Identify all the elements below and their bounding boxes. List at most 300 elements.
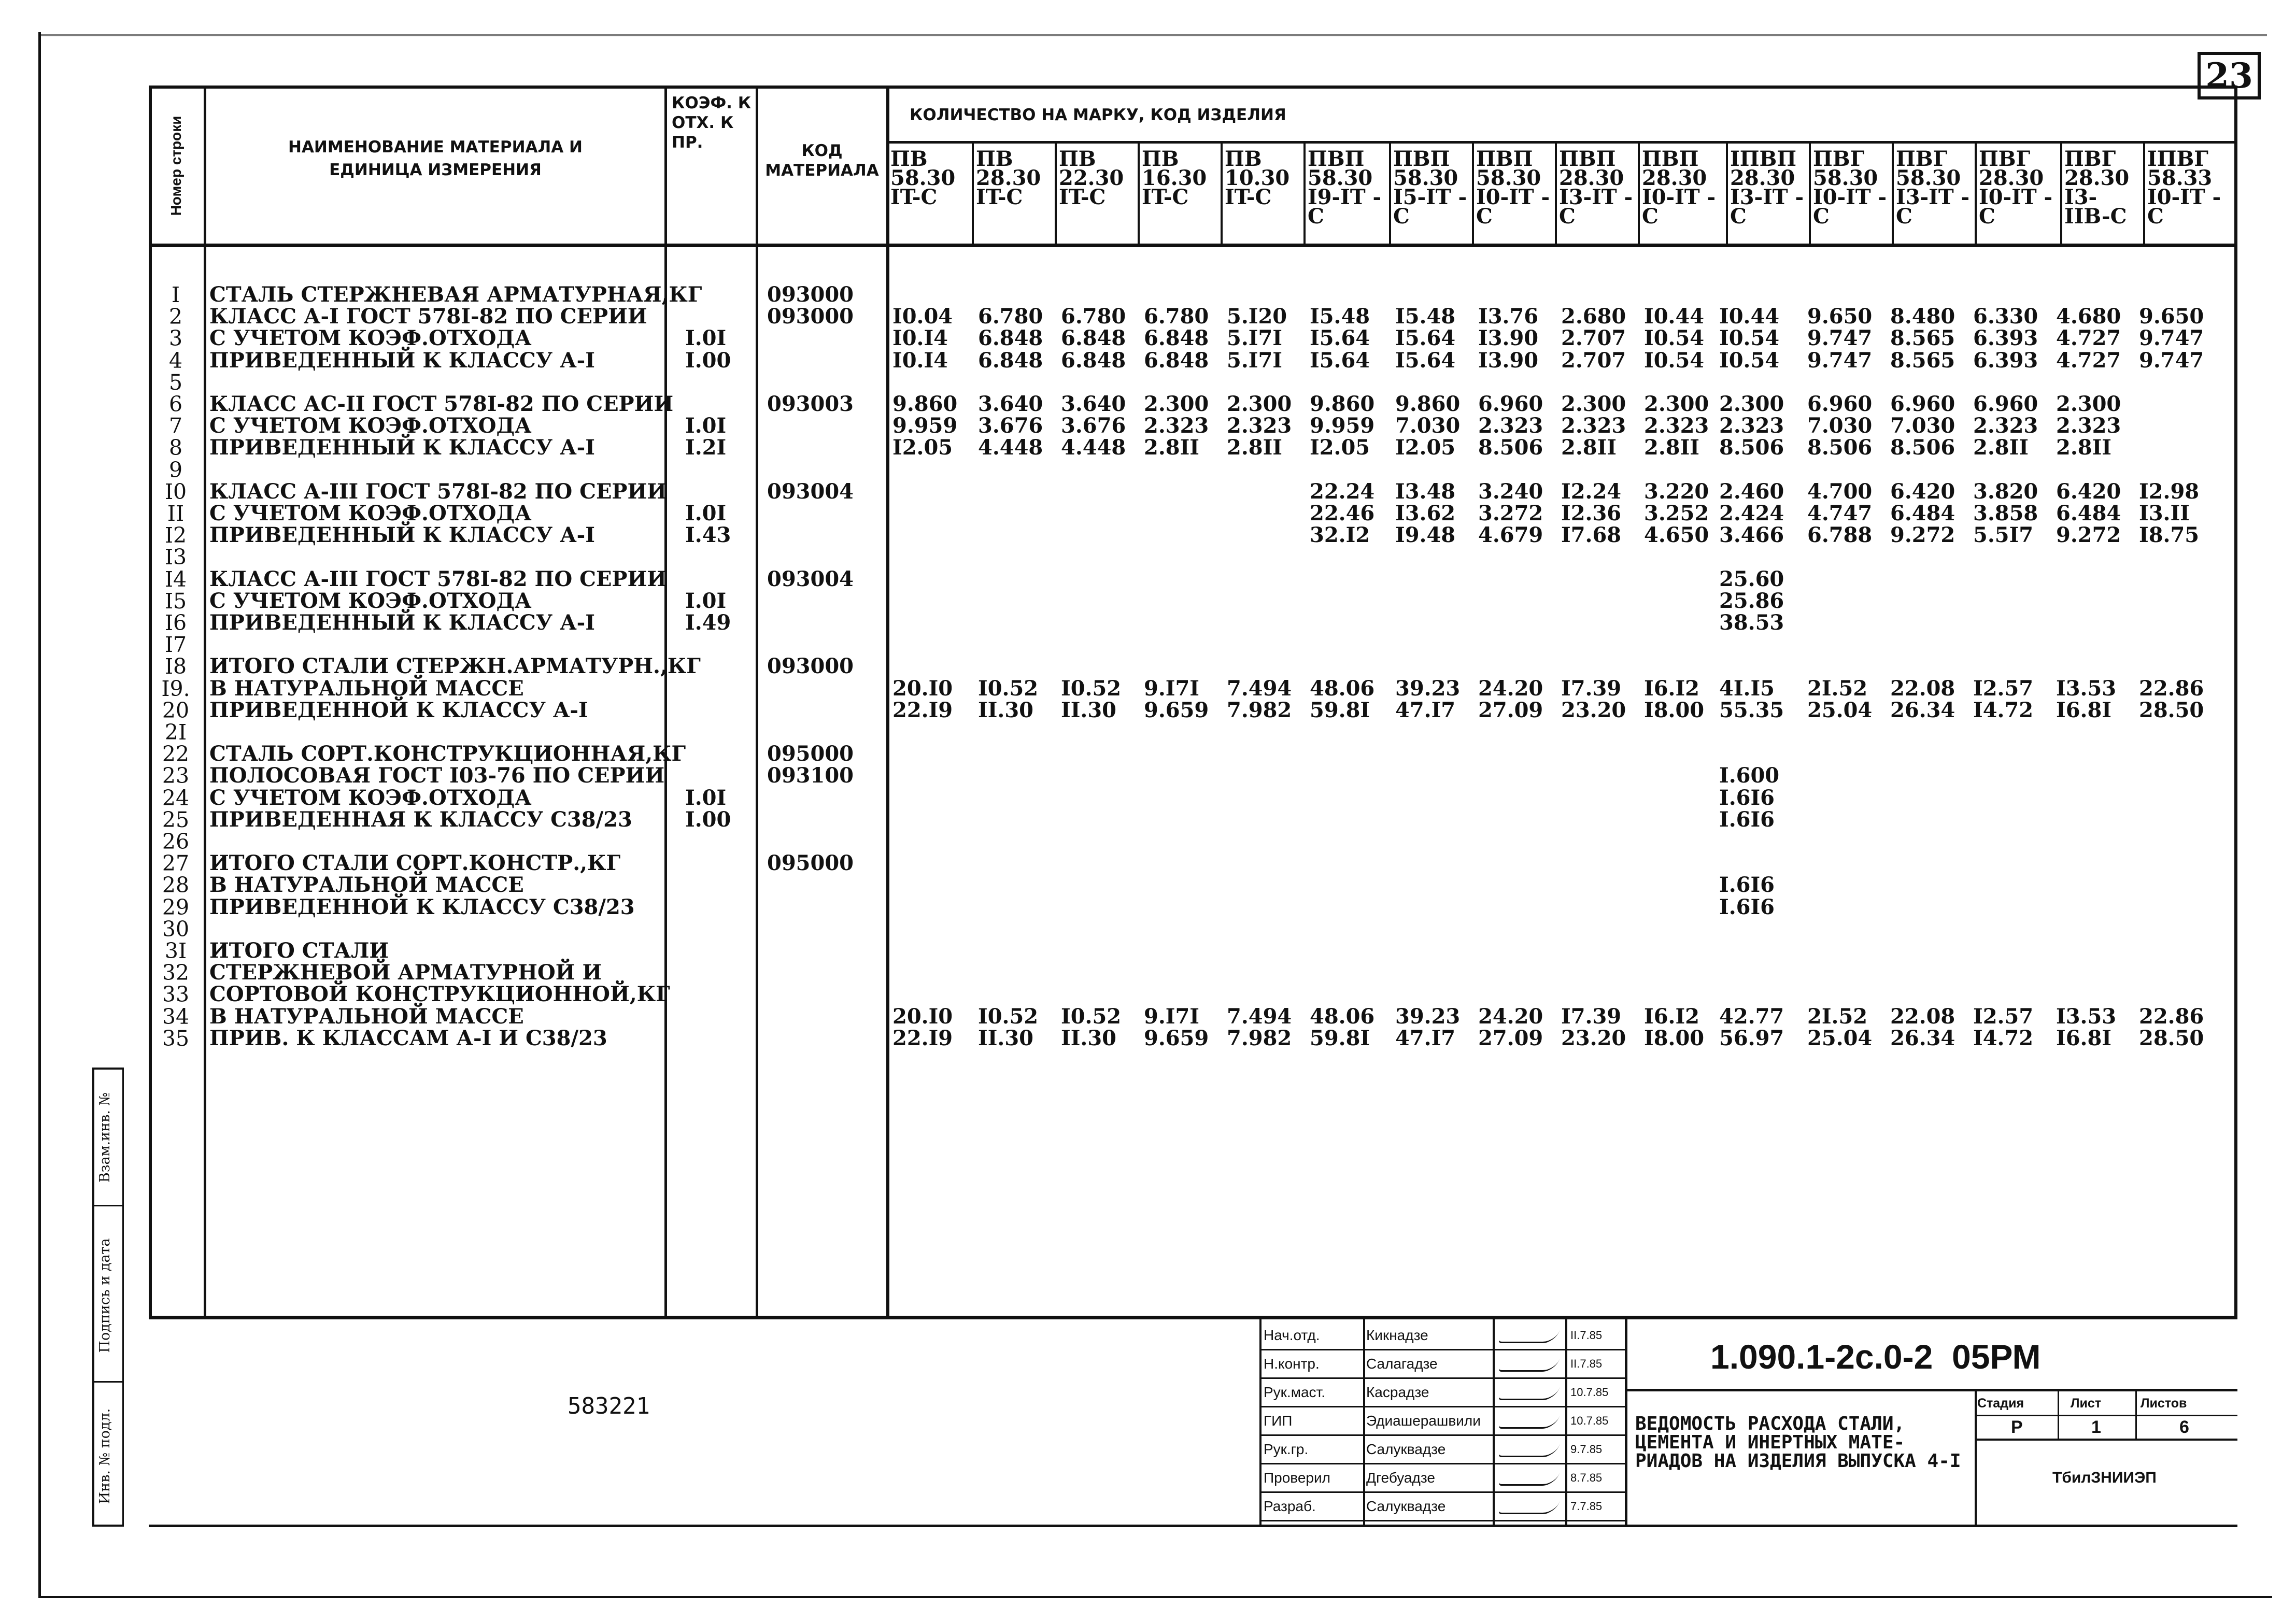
quantity-cell: 28.50 [2139, 698, 2204, 722]
quantity-cell: 9.659 [1144, 1026, 1209, 1050]
mark-header: ПВ 16.30 IT-C [1142, 147, 1207, 209]
row-number: 20 [162, 698, 190, 723]
quantity-cell: 2.680 [1561, 304, 1626, 329]
staff-date: 10.7.85 [1570, 1414, 1609, 1427]
quantity-cell: 8.506 [1719, 435, 1784, 460]
material-name-header: НАИМЕНОВАНИЕ МАТЕРИАЛА И ЕДИНИЦА ИЗМЕРЕНИЯ [288, 138, 583, 179]
quantity-cell: 9.272 [2056, 523, 2121, 548]
staff-line [1259, 1349, 1625, 1350]
quantity-cell: 2.424 [1719, 501, 1784, 525]
quantity-cell: 26.34 [1890, 698, 1955, 722]
quantity-cell: 4.700 [1807, 479, 1873, 504]
material-name: ПРИВЕДЕННЫЙ К КЛАССУ А-I [209, 610, 595, 635]
material-code: 093004 [767, 479, 854, 504]
quantity-cell: I2.98 [2139, 479, 2200, 504]
tb-line [1363, 1319, 1365, 1527]
tb-line [1493, 1319, 1495, 1527]
staff-name: Эдиашерашвили [1366, 1413, 1481, 1429]
quantity-cell: 2.707 [1561, 348, 1626, 373]
quantity-cell: 22.I9 [892, 1026, 953, 1050]
sheets-label: Листов [2141, 1396, 2187, 1411]
quantity-cell: 2.300 [1227, 392, 1292, 416]
staff-date: 9.7.85 [1570, 1443, 1603, 1456]
quantity-cell: 6.960 [1973, 392, 2038, 416]
material-name: ИТОГО СТАЛИ СОРТ.КОНСТР.,КГ [209, 851, 621, 876]
quantity-cell: 6.848 [978, 348, 1043, 373]
quantity-cell: 38.53 [1719, 610, 1784, 635]
quantity-cell: 42.77 [1719, 1004, 1784, 1029]
frame-left [38, 32, 41, 1597]
quantity-cell: I0.54 [1719, 348, 1780, 373]
row-number: 2I [164, 720, 187, 745]
quantity-cell: I6.I2 [1644, 1004, 1700, 1029]
quantity-cell: 4I.I5 [1719, 676, 1775, 701]
side-label-signature: Подпись и дата [97, 1238, 113, 1353]
quantity-cell: 28.50 [2139, 1026, 2204, 1050]
quantity-cell: 9.860 [892, 392, 958, 416]
row-number: I4 [164, 566, 187, 592]
row-number: I3 [164, 545, 187, 570]
mark-col-line [886, 144, 888, 247]
quantity-cell: I5.48 [1395, 304, 1456, 329]
row-number: II [167, 501, 185, 526]
quantity-cell: 2.8II [1227, 435, 1283, 460]
staff-line [1259, 1406, 1625, 1407]
quantity-cell: 2.8II [1561, 435, 1617, 460]
quantity-cell: 2.300 [1644, 392, 1709, 416]
quantity-cell: 59.8I [1310, 1026, 1370, 1050]
quantity-cell: 22.24 [1310, 479, 1375, 504]
quantity-cell: I0.54 [1719, 326, 1780, 351]
sheet-label: Лист [2071, 1396, 2102, 1411]
quantity-cell: I5.64 [1395, 326, 1456, 351]
quantity-cell: 9.I7I [1144, 1004, 1200, 1029]
quantity-cell: I0.I4 [892, 348, 948, 373]
quantity-cell: I0.54 [1644, 348, 1705, 373]
material-code: 095000 [767, 851, 854, 876]
material-name: ПРИВЕДЕННАЯ К КЛАССУ С38/23 [209, 807, 632, 832]
material-code: 093004 [767, 566, 854, 591]
material-name: В НАТУРАЛЬНОЙ МАССЕ [209, 873, 524, 898]
material-code: 093000 [767, 282, 854, 307]
quantity-cell: 5.I7I [1227, 326, 1283, 351]
staff-role: ГИП [1264, 1413, 1293, 1429]
row-number: 8 [168, 435, 183, 461]
quantity-cell: I.6I6 [1719, 873, 1775, 898]
mark-col-line [1555, 144, 1557, 247]
material-code: 093000 [767, 304, 854, 329]
stage-value: Р [2011, 1417, 2023, 1437]
signature [1498, 1330, 1560, 1343]
col-line [886, 86, 889, 1319]
quantity-cell: I4.72 [1973, 1026, 2034, 1050]
row-number: 35 [162, 1026, 190, 1051]
quantity-cell: II.30 [978, 1026, 1034, 1050]
quantity-cell: 3.252 [1644, 501, 1709, 525]
quantity-cell: I0.52 [1061, 676, 1122, 701]
row-number: 23 [162, 763, 190, 789]
staff-line [1259, 1463, 1625, 1464]
quantity-cell: 6.330 [1973, 304, 2038, 329]
quantity-cell: 2.323 [2056, 414, 2121, 438]
material-name: КЛАСС А-I ГОСТ 578I-82 ПО СЕРИИ [209, 304, 647, 329]
col-line [756, 86, 758, 1319]
quantity-cell: 2.323 [1478, 414, 1543, 438]
mark-header: ПВП 28.30 I3-IT -C [1559, 147, 1633, 229]
row-number: 26 [162, 829, 190, 854]
quantity-cell: 9.I7I [1144, 676, 1200, 701]
material-name: КЛАСС АС-II ГОСТ 578I-82 ПО СЕРИИ [209, 392, 674, 416]
quantity-cell: 2.300 [2056, 392, 2121, 416]
quantity-cell: 9.747 [2139, 348, 2204, 373]
side-label-replace: Взам.инв. № [97, 1092, 113, 1183]
signature [1498, 1359, 1560, 1372]
quantity-cell: 4.448 [1061, 435, 1126, 460]
material-name: ИТОГО СТАЛИ СТЕРЖН.АРМАТУРН.,КГ [209, 654, 701, 679]
material-name: С УЧЕТОМ КОЭФ.ОТХОДА [209, 326, 532, 351]
quantity-cell: I5.64 [1310, 348, 1370, 373]
material-code: 093000 [767, 654, 854, 679]
quantity-cell: I2.36 [1561, 501, 1622, 525]
mark-col-line [1138, 144, 1140, 247]
mark-col-line [972, 144, 974, 247]
quantity-cell: 6.420 [1890, 479, 1955, 504]
row-number: I [171, 282, 180, 307]
quantity-cell: I2.57 [1973, 1004, 2034, 1029]
quantity-cell: 2.8II [1644, 435, 1700, 460]
document-title: ВЕДОМОСТЬ РАСХОДА СТАЛИ, ЦЕМЕНТА И ИНЕРТНЫХ МАТЕ- РИАДОВ НА ИЗДЕЛИЯ ВЫПУСКА 4-I [1635, 1413, 1961, 1472]
quantity-cell: 25.60 [1719, 566, 1784, 591]
row-number: 25 [162, 807, 190, 832]
staff-role: Н.контр. [1264, 1356, 1320, 1372]
coef-value: I.2I [685, 435, 727, 460]
quantity-cell: 5.I7I [1227, 348, 1283, 373]
quantity-cell: I5.48 [1310, 304, 1370, 329]
row-number: 5 [168, 369, 183, 395]
quantity-cell: 2.323 [1227, 414, 1292, 438]
quantity-cell: I.600 [1719, 763, 1780, 788]
quantity-cell: 48.06 [1310, 676, 1375, 701]
coef-value: I.00 [685, 348, 731, 373]
titleblock-top-line [149, 1316, 2237, 1319]
mark-header: IПВП 28.30 I3-IT -C [1730, 147, 1804, 229]
mark-header: ПВГ 28.30 I3- IIB-C [2064, 147, 2130, 229]
quantity-cell: I0.52 [1061, 1004, 1122, 1029]
material-name: ПРИВЕДЕННОЙ К КЛАССУ С38/23 [209, 894, 635, 919]
mark-header: ПВ 22.30 IT-C [1059, 147, 1124, 209]
quantity-cell: 3.820 [1973, 479, 2038, 504]
quantity-cell: II.30 [1061, 698, 1117, 722]
quantity-cell: I3.48 [1395, 479, 1456, 504]
quantity-cell: 4.727 [2056, 348, 2121, 373]
quantity-cell: 8.506 [1478, 435, 1543, 460]
quantity-cell: I2.57 [1973, 676, 2034, 701]
quantity-cell: 9.959 [1310, 414, 1375, 438]
quantity-cell: 22.08 [1890, 676, 1955, 701]
quantity-cell: I5.64 [1310, 326, 1370, 351]
staff-line [1259, 1491, 1625, 1493]
quantity-cell: 8.506 [1807, 435, 1873, 460]
staff-role: Проверил [1264, 1470, 1330, 1486]
row-number: 27 [162, 851, 190, 876]
frame-top [38, 34, 2267, 36]
quantity-cell: 6.484 [1890, 501, 1955, 525]
quantity-cell: 7.030 [1890, 414, 1955, 438]
staff-role: Нач.отд. [1264, 1327, 1320, 1343]
quantity-cell: I7.39 [1561, 1004, 1622, 1029]
quantity-cell: 4.680 [2056, 304, 2121, 329]
quantity-cell: 25.04 [1807, 698, 1873, 722]
quantity-cell: 25.86 [1719, 588, 1784, 613]
quantity-cell: 3.676 [1061, 414, 1126, 438]
quantity-cell: 6.848 [978, 326, 1043, 351]
staff-date: 7.7.85 [1570, 1500, 1603, 1513]
quantity-cell: I3.II [2139, 501, 2190, 525]
coef-value: I.0I [685, 414, 727, 438]
material-code-header: КОД МАТЕРИАЛА [765, 141, 879, 180]
staff-name: Салуквадзе [1366, 1498, 1446, 1514]
quantity-cell: I7.39 [1561, 676, 1622, 701]
mark-header: ПВП 58.30 I0-IT -C [1476, 147, 1550, 229]
quantity-cell: I6.8I [2056, 698, 2112, 722]
row-number: 32 [162, 960, 190, 986]
quantity-cell: I2.05 [892, 435, 953, 460]
quantity-cell: 27.09 [1478, 1026, 1543, 1050]
mark-col-line [1975, 144, 1977, 247]
frame-bottom [38, 1596, 2272, 1598]
material-name: ПРИВЕДЕННЫЙ К КЛАССУ А-I [209, 523, 595, 548]
quantity-cell: 25.04 [1807, 1026, 1873, 1050]
staff-name: Салуквадзе [1366, 1441, 1446, 1457]
mark-col-line [1809, 144, 1811, 247]
quantity-cell: 7.494 [1227, 1004, 1292, 1029]
mark-header: ПВП 58.30 I9-IT -C [1308, 147, 1382, 229]
quantity-cell: 7.494 [1227, 676, 1292, 701]
quantity-cell: 9.650 [2139, 304, 2204, 329]
mark-col-line [1221, 144, 1223, 247]
quantity-cell: I5.64 [1395, 348, 1456, 373]
mark-col-line [1638, 144, 1640, 247]
staff-role: Разраб. [1264, 1498, 1316, 1514]
mark-col-line [1303, 144, 1306, 247]
mark-col-line [1892, 144, 1894, 247]
quantity-cell: 56.97 [1719, 1026, 1784, 1050]
row-number: 30 [162, 916, 190, 942]
tb-line [2058, 1389, 2059, 1440]
material-name: КЛАСС А-III ГОСТ 578I-82 ПО СЕРИИ [209, 479, 667, 504]
signature [1498, 1416, 1560, 1429]
quantity-cell: 39.23 [1395, 1004, 1461, 1029]
row-number: 7 [168, 414, 183, 439]
quantity-cell: I3.53 [2056, 1004, 2117, 1029]
quantity-cell: 23.20 [1561, 698, 1626, 722]
quantity-cell: 4.747 [1807, 501, 1873, 525]
coef-value: I.49 [685, 610, 731, 635]
quantity-cell: I2.24 [1561, 479, 1622, 504]
quantity-cell: I3.76 [1478, 304, 1539, 329]
quantity-cell: 7.030 [1395, 414, 1461, 438]
quantity-cell: 9.650 [1807, 304, 1873, 329]
quantity-cell: 6.848 [1144, 348, 1209, 373]
mark-header: ПВГ 28.30 I0-IT -C [1979, 147, 2053, 229]
tb-line [2135, 1389, 2137, 1440]
quantity-cell: 39.23 [1395, 676, 1461, 701]
quantity-cell: 3.272 [1478, 501, 1543, 525]
staff-name: Кикнадзе [1366, 1327, 1428, 1343]
signature [1498, 1387, 1560, 1400]
quantity-cell: 6.848 [1061, 348, 1126, 373]
signature [1498, 1501, 1560, 1514]
quantity-cell: I3.62 [1395, 501, 1456, 525]
quantity-cell: 6.484 [2056, 501, 2121, 525]
coef-value: I.0I [685, 326, 727, 351]
tb-line [1975, 1439, 2237, 1441]
mark-col-line [2060, 144, 2062, 247]
quantity-cell: 22.I9 [892, 698, 953, 722]
quantity-cell: 7.982 [1227, 1026, 1292, 1050]
mark-header: ПВП 28.30 I0-IT -C [1642, 147, 1716, 229]
material-name: КЛАСС А-III ГОСТ 578I-82 ПО СЕРИИ [209, 566, 667, 591]
quantity-cell: 2.300 [1144, 392, 1209, 416]
quantity-cell: 32.I2 [1310, 523, 1370, 548]
quantity-cell: 2.300 [1719, 392, 1784, 416]
material-name: С УЧЕТОМ КОЭФ.ОТХОДА [209, 414, 532, 438]
quantity-cell: 6.393 [1973, 348, 2038, 373]
quantity-cell: 6.393 [1973, 326, 2038, 351]
tb-line [1565, 1319, 1567, 1527]
quantity-header-line [886, 141, 2237, 144]
quantity-cell: 9.659 [1144, 698, 1209, 722]
quantity-cell: 2.8II [2056, 435, 2112, 460]
quantity-cell: 24.20 [1478, 676, 1543, 701]
quantity-cell: 59.8I [1310, 698, 1370, 722]
staff-date: II.7.85 [1570, 1329, 1603, 1342]
quantity-cell: 22.86 [2139, 676, 2204, 701]
quantity-cell: 4.448 [978, 435, 1043, 460]
quantity-cell: II.30 [1061, 1026, 1117, 1050]
quantity-cell: 6.960 [1807, 392, 1873, 416]
row-number-header: Номер строки [168, 116, 184, 216]
quantity-cell: 2I.52 [1807, 1004, 1868, 1029]
quantity-cell: I0.44 [1719, 304, 1780, 329]
quantity-cell: I7.68 [1561, 523, 1622, 548]
quantity-cell: 9.959 [892, 414, 958, 438]
quantity-cell: 2I.52 [1807, 676, 1868, 701]
staff-line [1259, 1434, 1625, 1436]
quantity-cell: I.6I6 [1719, 894, 1775, 919]
mark-header: ПВ 58.30 IT-C [890, 147, 956, 209]
quantity-cell: 2.8II [1973, 435, 2029, 460]
quantity-cell: 24.20 [1478, 1004, 1543, 1029]
quantity-cell: 55.35 [1719, 698, 1784, 722]
sheet-number: 23 [2205, 55, 2253, 96]
quantity-cell: I3.53 [2056, 676, 2117, 701]
mark-col-line [2143, 144, 2145, 247]
quantity-cell: 48.06 [1310, 1004, 1375, 1029]
quantity-cell: 9.860 [1395, 392, 1461, 416]
staff-name: Касрадзе [1366, 1384, 1429, 1400]
quantity-cell: I3.90 [1478, 348, 1539, 373]
quantity-cell: 3.240 [1478, 479, 1543, 504]
staff-date: II.7.85 [1570, 1357, 1603, 1370]
quantity-cell: 3.640 [1061, 392, 1126, 416]
material-name: СТАЛЬ СТЕРЖНЕВАЯ АРМАТУРНАЯ,КГ [209, 282, 702, 307]
mark-header: ПВ 10.30 IT-C [1225, 147, 1290, 209]
coef-value: I.0I [685, 785, 727, 810]
mark-col-line [1726, 144, 1728, 247]
header-bottom-line [149, 244, 2237, 247]
row-number: 29 [162, 894, 190, 920]
coef-value: I.0I [685, 501, 727, 525]
material-code: 093003 [767, 392, 854, 416]
quantity-cell: I2.05 [1310, 435, 1370, 460]
tb-bottom [149, 1525, 2237, 1527]
quantity-cell: 3.466 [1719, 523, 1784, 548]
document-designation: 1.090.1-2с.0-2 05РМ [1710, 1338, 2041, 1376]
quantity-cell: 2.460 [1719, 479, 1784, 504]
quantity-cell: 6.788 [1807, 523, 1873, 548]
quantity-cell: 4.650 [1644, 523, 1709, 548]
signature [1498, 1473, 1560, 1486]
quantity-cell: 23.20 [1561, 1026, 1626, 1050]
material-name: СТЕРЖНЕВОЙ АРМАТУРНОЙ И [209, 960, 602, 985]
quantity-cell: I4.72 [1973, 698, 2034, 722]
coef-value: I.00 [685, 807, 731, 832]
row-number: 3I [164, 938, 187, 963]
side-strip-line [92, 1381, 122, 1383]
row-number: I5 [164, 588, 187, 614]
staff-name: Дгебуадзе [1366, 1470, 1435, 1486]
quantity-cell: I6.8I [2056, 1026, 2112, 1050]
inventory-number: 583221 [568, 1393, 650, 1419]
coef-value: I.0I [685, 588, 727, 613]
stage-label: Стадия [1977, 1396, 2024, 1411]
quantity-cell: 3.220 [1644, 479, 1709, 504]
staff-name: Салагадзе [1366, 1356, 1438, 1372]
sheet-value: 1 [2091, 1417, 2101, 1437]
quantity-cell: 7.030 [1807, 414, 1873, 438]
quantity-cell: 22.46 [1310, 501, 1375, 525]
quantity-cell: I9.48 [1395, 523, 1456, 548]
quantity-cell: I8.75 [2139, 523, 2200, 548]
row-number: I9. [161, 676, 190, 701]
quantity-cell: 8.506 [1890, 435, 1955, 460]
quantity-cell: 6.420 [2056, 479, 2121, 504]
row-number: 4 [168, 348, 183, 373]
row-number: I7 [164, 632, 187, 658]
quantity-cell: 47.I7 [1395, 1026, 1456, 1050]
quantity-cell: 3.676 [978, 414, 1043, 438]
quantity-cell: 2.323 [1561, 414, 1626, 438]
quantity-cell: I8.00 [1644, 698, 1705, 722]
col-line [664, 86, 667, 1319]
material-name: С УЧЕТОМ КОЭФ.ОТХОДА [209, 588, 532, 613]
quantity-cell: 2.707 [1561, 326, 1626, 351]
tb-line [1975, 1389, 1977, 1527]
quantity-cell: 9.747 [1807, 348, 1873, 373]
mark-header: ПВГ 58.30 I3-IT -C [1896, 147, 1970, 229]
quantity-cell: 2.323 [1644, 414, 1709, 438]
material-name: ПРИВЕДЕННЫЙ К КЛАССУ А-I [209, 348, 595, 373]
material-name: В НАТУРАЛЬНОЙ МАССЕ [209, 1004, 524, 1029]
material-name: С УЧЕТОМ КОЭФ.ОТХОДА [209, 501, 532, 525]
quantity-cell: 22.08 [1890, 1004, 1955, 1029]
quantity-cell: II.30 [978, 698, 1034, 722]
row-number: 28 [162, 873, 190, 898]
quantity-cell: I3.90 [1478, 326, 1539, 351]
staff-role: Рук.гр. [1264, 1441, 1309, 1457]
quantity-cell: 20.I0 [892, 1004, 953, 1029]
